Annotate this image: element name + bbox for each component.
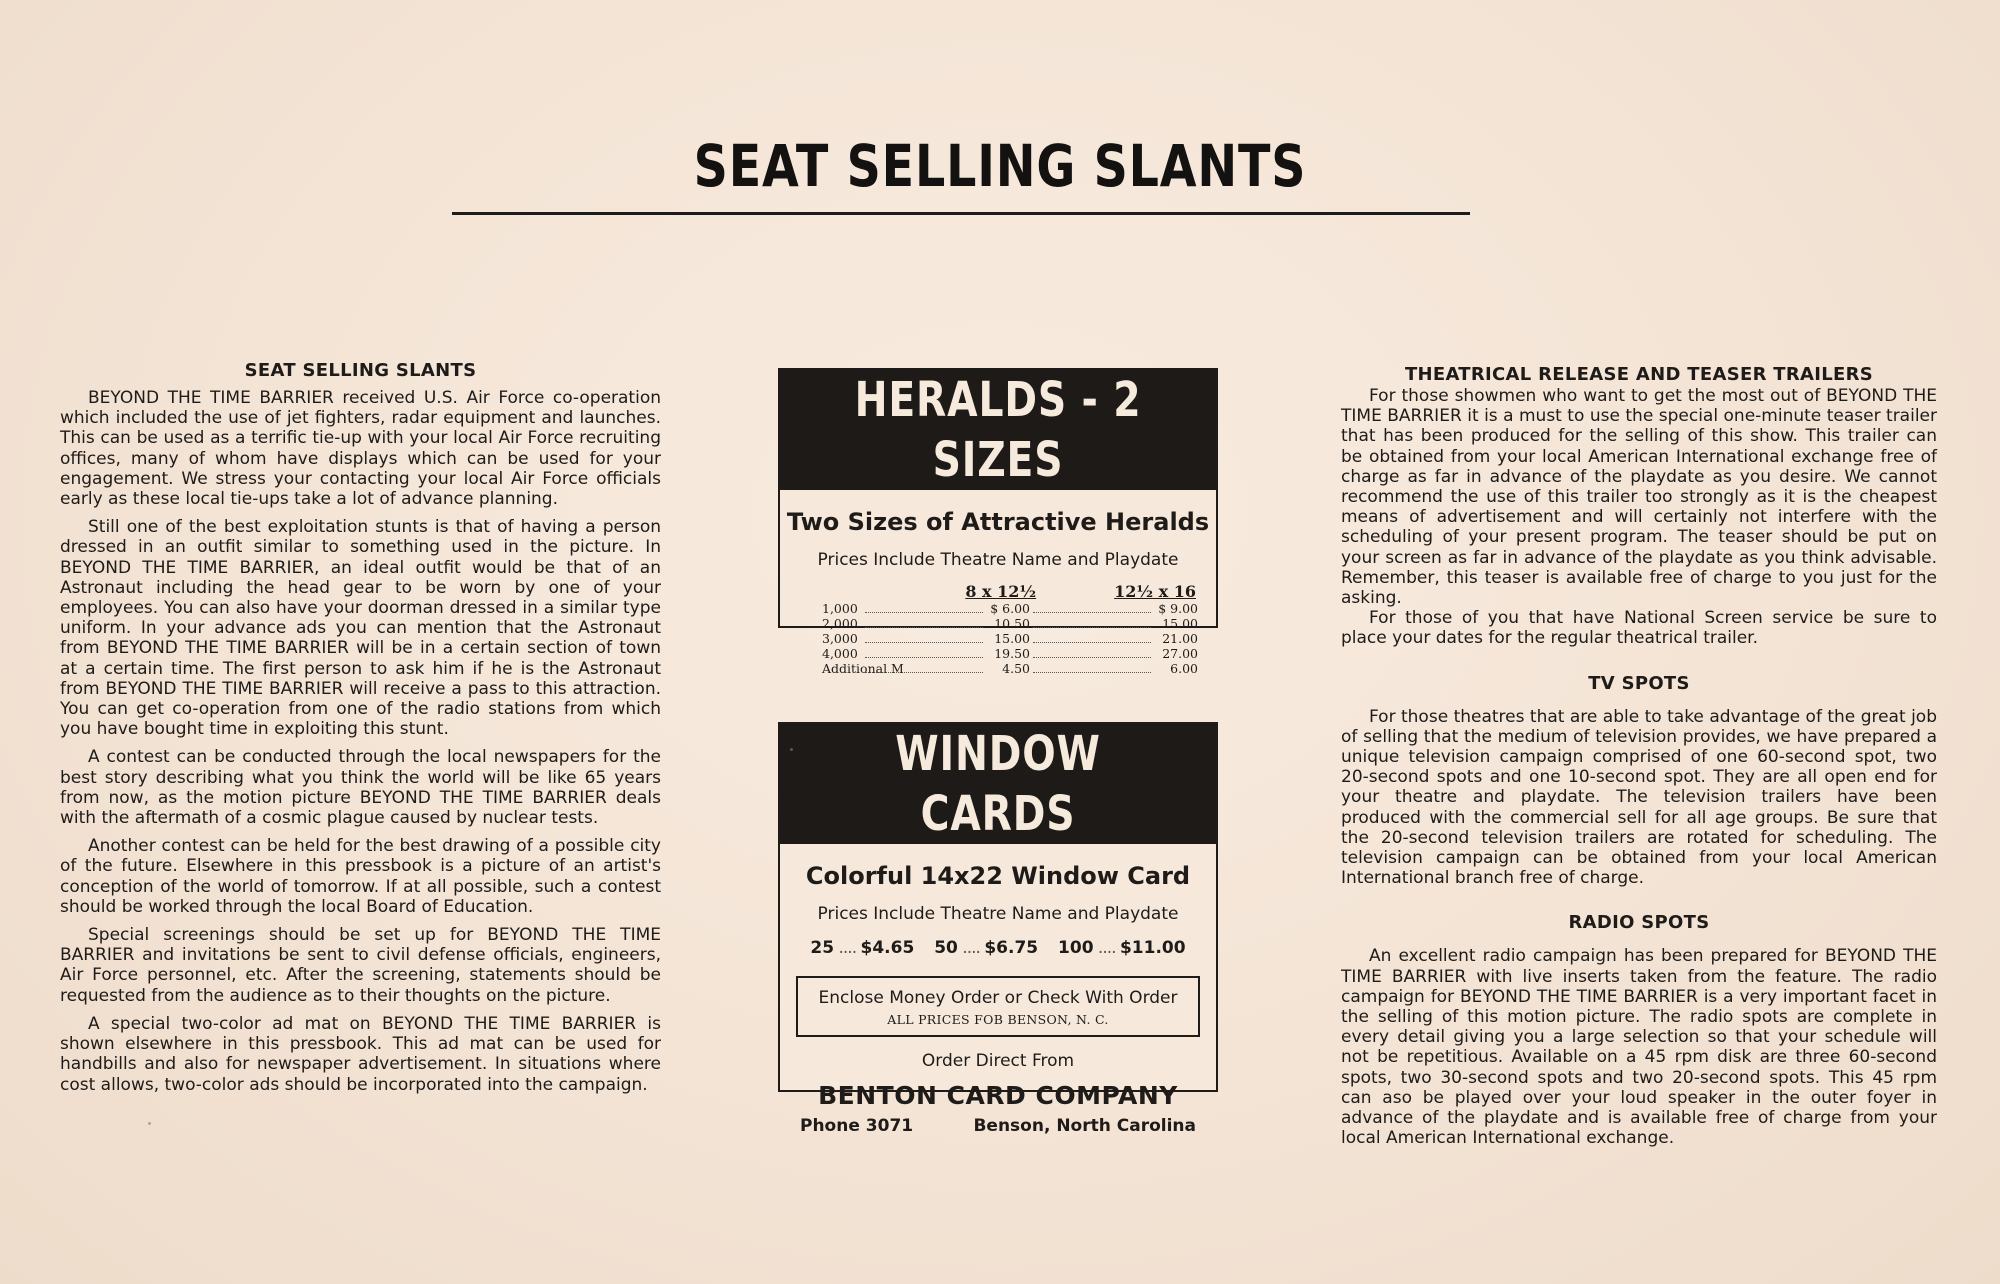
left-section-heading: SEAT SELLING SLANTS — [244, 360, 477, 381]
window-cards-prices: 25 .... $4.65 50 .... $6.75 100 .... $11.00 — [810, 938, 1186, 958]
page-title: SEAT SELLING SLANTS — [693, 132, 1307, 200]
table-row: 3,000 15.00 21.00 — [822, 631, 1198, 646]
window-cards-subheading: Colorful 14x22 Window Card — [805, 862, 1191, 890]
window-cards-price-note: Prices Include Theatre Name and Playdate — [817, 904, 1179, 924]
paragraph: An excellent radio campaign has been prepared for BEYOND THE TIME BARRIER with live inserts taken from the feature. The radio campaign for BEYOND THE TIME BARRIER is a very important facet in the selling of this motion picture. The radio spots are complete in every detail giving you a large selection so that your schedule will not be repetitious. Available on a 45 rpm disk are three 60-second spots, two 30-second spots and two 20-second spots. This 45 rpm can aso be played over your loud speaker in the outer foyer in advance of the playdate and is available free of charge from your local American International exchange. — [1341, 946, 1937, 1149]
paragraph: For those theatres that are able to take advantage of the great job of selling that the medium of television provides, we have prepared a unique television campaign comprised of one 60-second spot, two 20-second spots and one 10-second spot. They are all open end for your theatre and playdate. The television trailers have been produced with the commercial sell for all age groups. Be sure that the 20-second television trailers are rotated for scheduling. The television campaign can be obtained from your local American International branch free of charge. — [1341, 706, 1937, 889]
size-header-small: 8 x 12½ — [965, 582, 1037, 601]
fob-text: ALL PRICES FOB BENSON, N. C. — [887, 1012, 1109, 1027]
paper-speck — [790, 748, 793, 751]
table-row: Additional M 4.50 6.00 — [822, 661, 1198, 676]
table-row: 1,000 $ 6.00 $ 9.00 — [822, 601, 1198, 616]
table-row: 4,000 19.50 27.00 — [822, 646, 1198, 661]
paragraph: Still one of the best exploitation stunts is that of having a person dressed in an outfit similar to something used in the picture. In BEYOND THE TIME BARRIER, an ideal outfit would be that of an Astronaut including the head gear to be worn by one of your employees. You can also have your doorman dressed in a similar type uniform. In your advance ads you can mention that the Astronaut from BEYOND THE TIME BARRIER will be in a certain section of town at a certain time. The first person to ask him if he is the Astronaut from BEYOND THE TIME BARRIER will receive a pass to this attraction. You can get co-operation from one of the radio stations from which you have bought time in exploiting this stunt. — [60, 517, 661, 740]
table-row: 2,000 10.50 15.00 — [822, 616, 1198, 631]
paper-speck — [148, 1122, 151, 1125]
tv-spots-heading: TV SPOTS — [1588, 672, 1690, 694]
paragraph: Another contest can be held for the best drawing of a possible city of the future. Elsewhere in this pressbook is a picture of an artist's conception of the world of tomorrow. If at all possible, such a contest should be worked through the local Board of Education. — [60, 836, 661, 917]
paragraph: A contest can be conducted through the local newspapers for the best story describing what you think the world will be like 65 years from now, as the motion picture BEYOND THE TIME BARRIER deals with the aftermath of a cosmic plague caused by nuclear tests. — [60, 747, 661, 829]
window-cards-header: WINDOW CARDS — [780, 724, 1216, 844]
title-rule — [452, 212, 1470, 215]
size-header-large: 12½ x 16 — [1114, 582, 1196, 601]
heralds-price-note: Prices Include Theatre Name and Playdate — [817, 550, 1179, 570]
window-cards-ad-box — [778, 722, 1218, 1136]
order-direct-text: Order Direct From — [921, 1051, 1075, 1071]
company-location: Benson, North Carolina — [973, 1116, 1196, 1136]
heralds-size-headers — [822, 582, 1196, 601]
heralds-header: HERALDS - 2 SIZES — [780, 370, 1216, 490]
paragraph: BEYOND THE TIME BARRIER received U.S. Air Force co-operation which included the use of jet fighters, radar equipment and launches. This can be used as a terrific tie-up with your local Air Force recruiting offices, many of whom have displays which can be used for your engagement. We stress your contacting your local Air Force officials early as these local tie-ups take a lot of advance planning. — [60, 388, 661, 510]
company-name: BENTON CARD COMPANY — [818, 1081, 1178, 1110]
heralds-subheading: Two Sizes of Attractive Heralds — [786, 508, 1210, 536]
trailers-heading: THEATRICAL RELEASE AND TEASER TRAILERS — [1404, 364, 1874, 385]
left-column — [60, 360, 661, 1095]
paragraph: A special two-color ad mat on BEYOND THE TIME BARRIER is shown elsewhere in this pressbook. This ad mat can be used for handbills and also for newspaper advertisement. In situations where cost allows, two-color ads should be incorporated into the campaign. — [60, 1013, 661, 1095]
paragraph: For those showmen who want to get the most out of BEYOND THE TIME BARRIER it is a must to use the special one-minute teaser trailer that has been produced for the selling of this show. This trailer can be obtained from your local American International exchange free of charge as far in advance of the playdate as you desire. We cannot recommend the use of this trailer too strongly as it is the cheapest means of advertisement and will certainly not interfere with the scheduling of your present program. The teaser should be put on your screen as far in advance of the playdate as you think advisable. Remember, this teaser is available free of charge to you just for the asking. — [1341, 386, 1937, 609]
company-phone: Phone 3071 — [800, 1116, 914, 1136]
payment-note-box — [796, 976, 1200, 1037]
heralds-ad-box — [778, 368, 1218, 676]
right-column — [1341, 364, 1937, 1149]
company-contact — [800, 1116, 1196, 1136]
paragraph: Special screenings should be set up for BEYOND THE TIME BARRIER and invitations be sent to civil defense officials, engineers, Air Force personnel, etc. After the screening, statements should be requested from the audience as to their thoughts on the picture. — [60, 925, 661, 1006]
enclose-text: Enclose Money Order or Check With Order — [818, 988, 1178, 1008]
heralds-price-table — [822, 582, 1198, 676]
radio-spots-heading: RADIO SPOTS — [1568, 912, 1710, 934]
paragraph: For those of you that have National Screen service be sure to place your dates for the regular theatrical trailer. — [1341, 608, 1937, 649]
